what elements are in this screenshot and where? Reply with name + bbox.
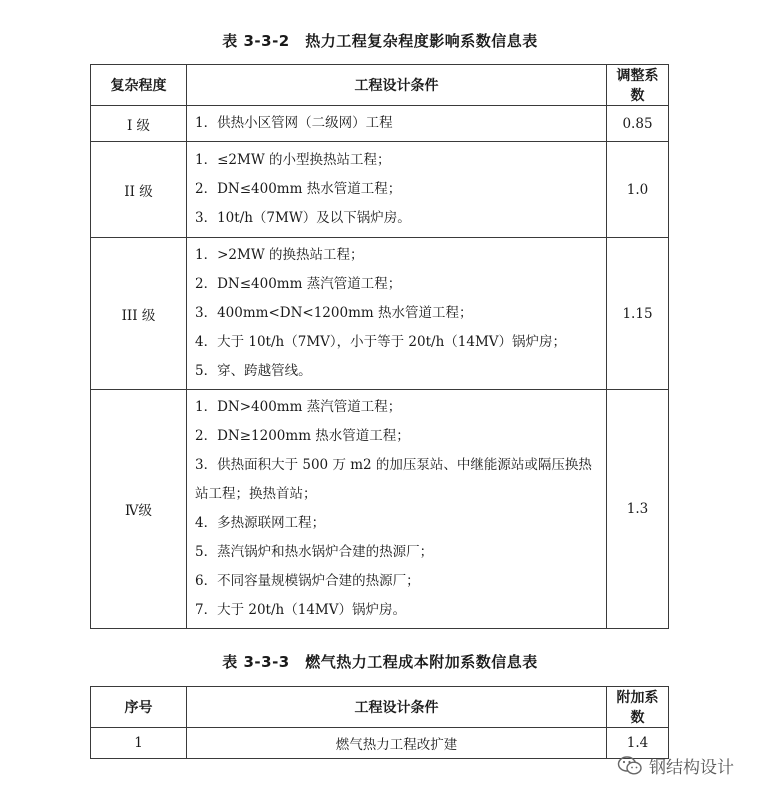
header-grade: 复杂程度 — [91, 65, 187, 106]
conditions-cell — [187, 238, 607, 390]
condition-line: 2．DN≤400mm 蒸汽管道工程； — [195, 276, 402, 292]
condition-line: 3．10t/h（7MW）及以下锅炉房。 — [195, 210, 411, 226]
condition-line: 6．不同容量规模锅炉合建的热源厂； — [195, 573, 420, 589]
grade-cell: II 级 — [91, 142, 187, 238]
condition-line: 4．大于 10t/h（7MV），小于等于 20t/h（14MV）锅炉房； — [195, 334, 567, 350]
conditions-cell — [187, 390, 607, 629]
coef-cell: 0.85 — [607, 106, 669, 142]
coef-cell: 1.15 — [607, 238, 669, 390]
condition-line: 3．400mm<DN<1200mm 热水管道工程； — [195, 305, 473, 321]
table1-caption: 表 3-3-2 热力工程复杂程度影响系数信息表 — [222, 32, 538, 50]
condition-line: 1．>2MW 的换热站工程； — [195, 247, 364, 263]
coef-cell: 1.4 — [607, 728, 669, 759]
table-row — [91, 390, 669, 629]
table-header-row — [91, 65, 669, 106]
condition-line: 5．蒸汽锅炉和热水锅炉合建的热源厂； — [195, 544, 434, 560]
table-row — [91, 142, 669, 238]
coef-cell: 1.3 — [607, 390, 669, 629]
coef-cell: 1.0 — [607, 142, 669, 238]
condition-line: 4．多热源联网工程； — [195, 515, 326, 531]
conditions-cell — [187, 106, 607, 142]
header-index: 序号 — [91, 687, 187, 728]
table2-caption: 表 3-3-3 燃气热力工程成本附加系数信息表 — [222, 653, 538, 671]
condition-line: 7．大于 20t/h（14MV）锅炉房。 — [195, 602, 406, 618]
condition-line: 2．DN≤400mm 热水管道工程； — [195, 181, 402, 197]
conditions-cell — [187, 142, 607, 238]
header-coef: 附加系数 — [607, 687, 669, 728]
grade-cell: Ⅳ级 — [91, 390, 187, 629]
table-row — [91, 238, 669, 390]
condition-line: 5．穿、跨越管线。 — [195, 363, 312, 379]
header-conditions: 工程设计条件 — [187, 687, 607, 728]
grade-cell: III 级 — [91, 238, 187, 390]
condition-line: 3．供热面积大于 500 万 m2 的加压泵站、中继能源站或隔压换热站工程；换热首站； — [195, 457, 592, 502]
watermark — [617, 753, 734, 778]
complexity-table — [90, 64, 669, 629]
condition-line: 2．DN≥1200mm 热水管道工程； — [195, 428, 410, 444]
watermark-text: 钢结构设计 — [649, 758, 734, 778]
table-row — [91, 106, 669, 142]
table-header-row — [91, 687, 669, 728]
condition-line: 1．供热小区管网（二级网）工程 — [195, 115, 393, 131]
condition-line: 1．≤2MW 的小型换热站工程； — [195, 152, 391, 168]
index-cell: 1 — [91, 728, 187, 759]
table-row — [91, 728, 669, 759]
grade-cell: I 级 — [91, 106, 187, 142]
condition-cell: 燃气热力工程改扩建 — [187, 728, 607, 759]
wechat-icon — [617, 755, 643, 777]
header-conditions: 工程设计条件 — [187, 65, 607, 106]
header-coef: 调整系数 — [607, 65, 669, 106]
cost-coef-table — [90, 686, 669, 759]
condition-line: 1．DN>400mm 蒸汽管道工程； — [195, 399, 402, 415]
